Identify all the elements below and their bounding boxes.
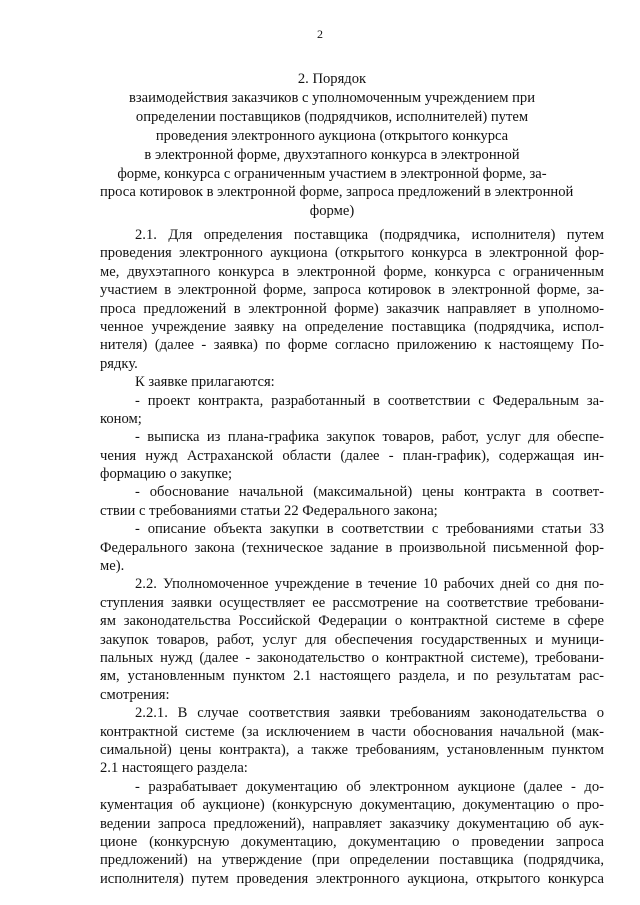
attachment-item-line: - описание объекта закупки в соответствии с требованиями статьи 33 <box>135 521 604 538</box>
heading-line: форме, конкурса с ограниченным участием в электронной форме, за- <box>117 165 547 182</box>
attachment-item-line: формацию о закупке; <box>100 466 233 483</box>
documentation-item-line: ционе (конкурсную документацию, документацию о проведении запроса <box>100 833 604 850</box>
documentation-item-line: ведении запроса предложений), направляет заказчику документацию об аук- <box>100 815 604 832</box>
body-text <box>100 226 604 888</box>
heading-line: проведения электронного аукциона (открытого конкурса <box>155 127 509 144</box>
heading-line: проса котировок в электронной форме, запроса предложений в электронной <box>100 184 574 201</box>
attachment-item-line: - проект контракта, разработанный в соответствии с Федеральным за- <box>135 392 604 409</box>
paragraph-2-1-line: рядку. <box>100 355 138 372</box>
section-heading <box>100 70 574 221</box>
paragraph-2-2-line: смотрения: <box>100 686 170 703</box>
paragraph-2-2-1-line: 2.1 настоящего раздела: <box>100 760 248 777</box>
documentation-item-line: кументация об аукционе) (конкурсную документацию, документацию о про- <box>100 797 604 814</box>
paragraph-2-2-line: ям законодательства Российской Федерации о контрактной системе в сфере <box>100 613 604 630</box>
paragraph-2-2-line: ям, установленным пунктом 2.1 настоящего раздела, и по результатам рас- <box>100 668 604 685</box>
paragraph-2-1-line: нителя) (далее - заявка) по форме согласно приложению к настоящему По- <box>100 337 604 354</box>
documentation-item-line: исполнителя) путем проведения электронного аукциона, открытого конкурса <box>100 870 604 887</box>
attachment-item-line: коном; <box>100 410 142 427</box>
paragraph-2-1-line: участием в электронной форме, запроса котировок в электронной форме, за- <box>100 282 604 299</box>
documentation-item-line: предложений) на утверждение (при определении поставщика (подрядчика, <box>100 852 604 869</box>
heading-line: взаимодействия заказчиков с уполномоченным учреждением при <box>128 89 536 106</box>
paragraph-2-1-line: 2.1. Для определения поставщика (подрядчика, исполнителя) путем <box>135 227 604 243</box>
paragraph-2-2-1-line: контрактной системе (за исключением в части обоснования начальной (мак- <box>100 723 604 740</box>
section-title: 2. Порядок <box>297 71 367 87</box>
paragraph-2-2-line: пальных нужд (далее - законодательство о контрактной системе), требовани- <box>100 649 604 666</box>
paragraph-2-2-line: 2.2. Уполномоченное учреждение в течение 10 рабочих дней со дня по- <box>135 576 604 593</box>
attachment-item-line: - выписка из плана-графика закупок товаров, работ, услуг для обеспе- <box>135 429 604 446</box>
heading-line: в электронной форме, двухэтапного конкурса в электронной <box>144 146 520 163</box>
heading-line: форме) <box>309 203 355 220</box>
paragraph-2-2-line: закупок товаров, работ, услуг для обеспечения государственных и муници- <box>100 631 604 648</box>
paragraph-2-1-line: ме, двухэтапного конкурса в электронной форме, конкурса с ограниченным <box>100 263 604 280</box>
heading-line: определении поставщиков (подрядчиков, исполнителей) путем <box>135 108 529 125</box>
paragraph-2-1-line: ченное учреждение заявку на определение поставщика (подрядчика, испол- <box>100 318 604 335</box>
attachments-intro: К заявке прилагаются: <box>135 374 275 391</box>
paragraph-2-2-line: ступления заявки осуществляет ее рассмотрение на соответствие требовани- <box>100 594 604 611</box>
paragraph-2-1-line: проса предложений в электронной форме) заказчик направляет в уполномо- <box>100 300 604 317</box>
paragraph-2-2-1-line: 2.2.1. В случае соответствия заявки требованиям законодательства о <box>135 705 604 722</box>
paragraph-2-2-1-line: симальной) цены контракта), а также требованиям, установленным пунктом <box>100 741 604 758</box>
page-number: 2 <box>317 27 323 41</box>
attachment-item-line: Федерального закона (техническое задание в произвольной письменной фор- <box>100 539 604 556</box>
paragraph-2-1-line: проведения электронного аукциона (открытого конкурса в электронной фор- <box>100 245 604 262</box>
attachment-item-line: ме). <box>100 558 125 575</box>
attachment-item-line: ствии с требованиями статьи 22 Федерального закона; <box>100 502 438 519</box>
documentation-item-line: - разрабатывает документацию об электронном аукционе (далее - до- <box>135 778 604 795</box>
attachment-item-line: чения нужд Астраханской области (далее - план-график), содержащая ин- <box>100 447 604 464</box>
attachment-item-line: - обоснование начальной (максимальной) цены контракта в соответ- <box>135 484 604 501</box>
